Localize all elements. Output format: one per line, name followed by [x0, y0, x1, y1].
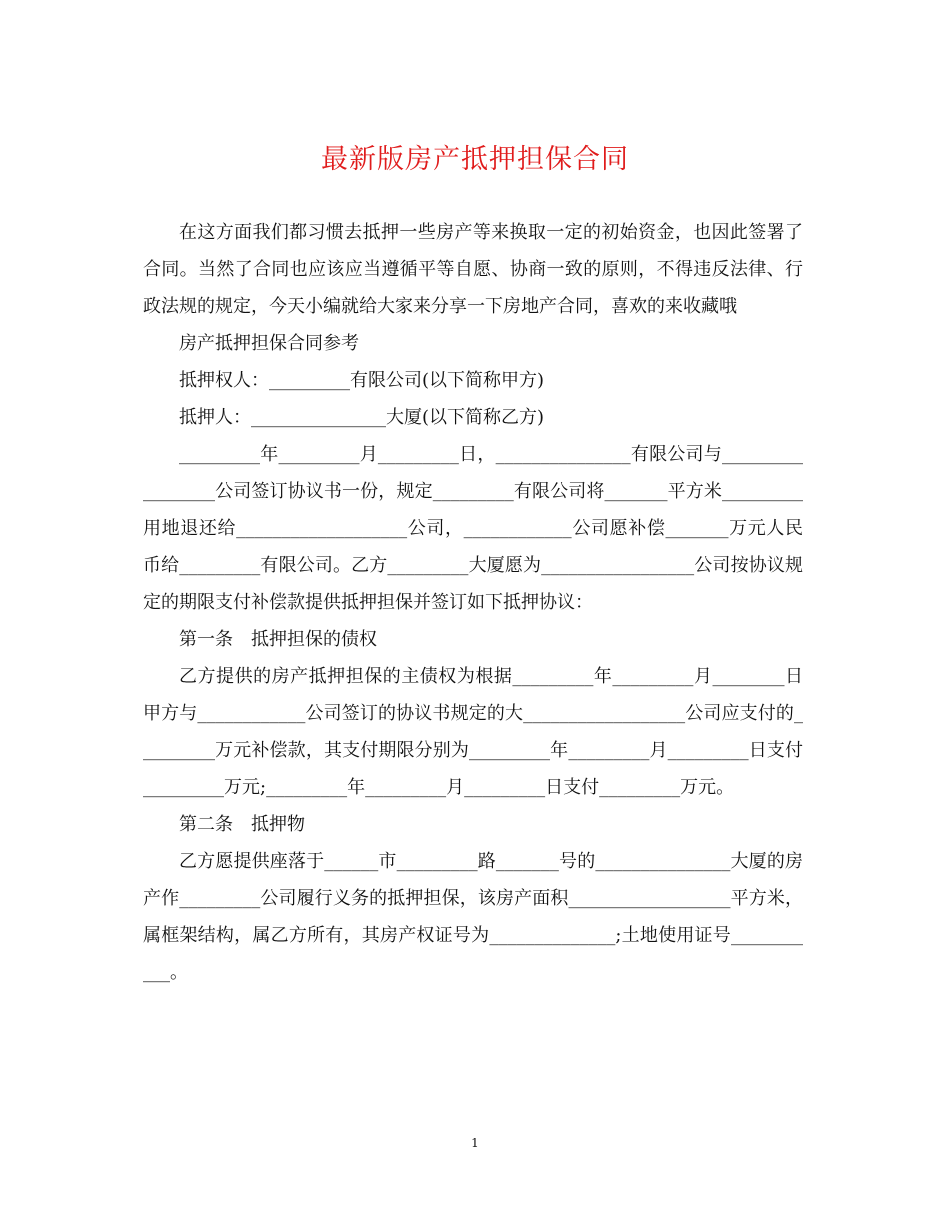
mortgagee-line: 抵押权人：_________有限公司(以下简称甲方) [179, 370, 545, 391]
article-one-heading: 第一条 抵押担保的债权 [179, 629, 377, 650]
document-title: 最新版房产抵押担保合同 [321, 144, 629, 175]
agreement-background-paragraph: _________年_________月_________日，_______________有限公司与_________________公司签订协议书一份，规定_________有限公司将_______平方米_________用地退还给___________________公司，____________公司愿补偿_______万元人民币给_________有限公司。乙方_________大厦愿为_________________公司按协议规定的期限支付补偿款提供抵押担保并签订如下抵押协议： [143, 444, 803, 613]
page-number: 1 [471, 1136, 479, 1150]
intro-paragraph: 在这方面我们都习惯去抵押一些房产等来换取一定的初始资金，也因此签署了合同。当然了合同也应该应当遵循平等自愿、协商一致的原则，不得违反法律、行政法规的规定，今天小编就给大家来分享一下房地产合同，喜欢的来收藏哦 [143, 222, 803, 317]
article-one-paragraph: 乙方提供的房产抵押担保的主债权为根据_________年_________月________日甲方与____________公司签订的协议书规定的大__________________公司应支付的_________万元补偿款，其支付期限分别为_________年_________月_________日支付_________万元;_________年_________月_________日支付_________万元。 [143, 666, 803, 798]
document-body [143, 214, 803, 991]
mortgagor-line: 抵押人：_______________大厦(以下简称乙方) [179, 407, 545, 428]
contract-reference-heading: 房产抵押担保合同参考 [179, 333, 359, 354]
article-two-heading: 第二条 抵押物 [179, 814, 305, 835]
article-two-paragraph: 乙方愿提供座落于______市_________路_______号的_______________大厦的房产作_________公司履行义务的抵押担保，该房产面积__________________平方米，属框架结构，属乙方所有，其房产权证号为______________;土地使用证号___________。 [143, 851, 803, 983]
